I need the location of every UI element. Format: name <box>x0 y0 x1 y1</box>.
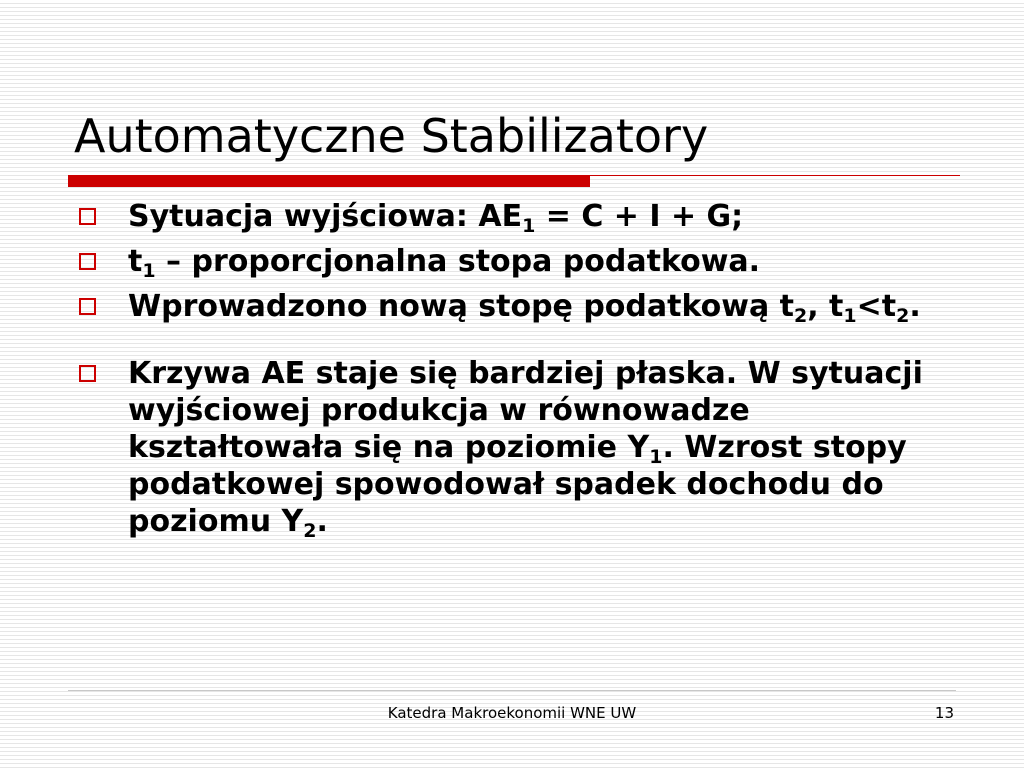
hollow-square-bullet-icon <box>79 298 96 315</box>
subscript: 1 <box>843 305 857 327</box>
bullet-text: Krzywa AE staje się bardziej płaska. W sytuacji wyjściowej produkcja w równowadze kształtowała się na poziomie $Y_1$. Wzrost stopy podatkowej spowodował spadek dochodu do poziomu $Y_2$. <box>128 356 923 542</box>
bullet-text: Sytuacja wyjściowa: $AE_1 = C + I + G$; <box>128 199 744 237</box>
subscript: 1 <box>649 446 663 468</box>
hollow-square-bullet-icon <box>79 365 96 382</box>
page-number: 13 <box>934 704 954 722</box>
footer-divider <box>68 690 956 691</box>
subscript: 2 <box>793 305 808 327</box>
bullet-item-new-tax-rate <box>76 288 956 325</box>
footer-department: Katedra Makroekonomii WNE UW <box>387 704 637 722</box>
title-underline-thick <box>68 175 590 187</box>
subscript: 2 <box>896 305 910 327</box>
subscript: 1 <box>522 215 536 237</box>
hollow-square-bullet-icon <box>79 253 96 270</box>
slide-title: Automatyczne Stabilizatory <box>74 109 709 163</box>
bullet-item-tax-rate <box>76 243 956 280</box>
hollow-square-bullet-icon <box>79 208 96 225</box>
bullet-text: Wprowadzono nową stopę podatkową $t_2$, $t_1<t_2$. <box>128 289 921 327</box>
bullet-item-initial-situation <box>76 198 956 235</box>
bullet-text: $t_1$ – proporcjonalna stopa podatkowa. <box>128 244 761 282</box>
subscript: 1 <box>142 260 156 282</box>
title-underline-thin <box>590 175 960 176</box>
bullet-item-ae-curve <box>76 355 956 540</box>
subscript: 2 <box>303 520 317 542</box>
bullet-list <box>76 198 956 548</box>
